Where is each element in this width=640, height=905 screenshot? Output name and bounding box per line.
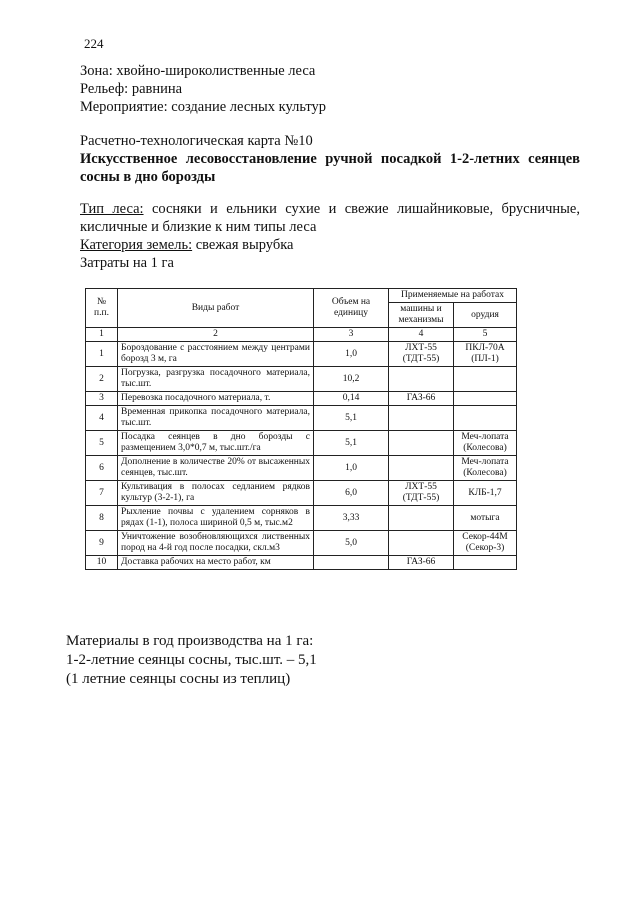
table-row bbox=[86, 342, 517, 367]
row-num: 9 bbox=[86, 531, 118, 556]
row-num: 2 bbox=[86, 367, 118, 392]
table-row bbox=[86, 456, 517, 481]
row-machines bbox=[389, 531, 454, 556]
card-title: Расчетно-технологическая карта №10 bbox=[80, 133, 313, 149]
card-heading bbox=[80, 132, 580, 186]
row-volume bbox=[314, 556, 389, 570]
forest-description bbox=[80, 200, 580, 272]
row-volume: 5,1 bbox=[314, 431, 389, 456]
row-work: Уничтожение возобновляющихся лиственных пород на 4-й год после посадки, скл.м3 bbox=[118, 531, 314, 556]
header-num: № п.п. bbox=[86, 289, 118, 328]
row-work: Доставка рабочих на место работ, км bbox=[118, 556, 314, 570]
work-table bbox=[85, 288, 517, 570]
forest-type bbox=[80, 200, 580, 236]
header-tools: орудия bbox=[454, 303, 517, 328]
row-work: Бороздование с расстоянием между центрами борозд 3 м, га bbox=[118, 342, 314, 367]
materials-block bbox=[66, 632, 546, 689]
row-work: Посадка сеянцев в дно борозды с размещением 3,0*0,7 м, тыс.шт./га bbox=[118, 431, 314, 456]
forest-type-value: сосняки и ельники сухие и свежие лишайниковые, брусничные, кисличные и близкие к ним типы леса bbox=[80, 201, 580, 235]
row-volume: 10,2 bbox=[314, 367, 389, 392]
row-tools: КЛБ-1,7 bbox=[454, 481, 517, 506]
row-tools bbox=[454, 556, 517, 570]
activity-line: Мероприятие: создание лесных культур bbox=[80, 99, 327, 115]
row-volume: 5,1 bbox=[314, 406, 389, 431]
row-num: 3 bbox=[86, 392, 118, 406]
row-volume: 5,0 bbox=[314, 531, 389, 556]
row-tools bbox=[454, 406, 517, 431]
row-volume: 6,0 bbox=[314, 481, 389, 506]
land-category-value: свежая вырубка bbox=[195, 237, 294, 253]
table-row bbox=[86, 506, 517, 531]
row-volume: 0,14 bbox=[314, 392, 389, 406]
row-machines: ГАЗ-66 bbox=[389, 556, 454, 570]
row-tools: Меч-лопата (Колесова) bbox=[454, 456, 517, 481]
table-row bbox=[86, 431, 517, 456]
row-machines: ЛХТ-55 (ТДТ-55) bbox=[389, 481, 454, 506]
page-number: 224 bbox=[84, 36, 104, 51]
table-row bbox=[86, 556, 517, 570]
row-machines bbox=[389, 506, 454, 531]
row-machines: ГАЗ-66 bbox=[389, 392, 454, 406]
header-machines: машины и механизмы bbox=[389, 303, 454, 328]
card-subtitle: Искусственное лесовосстановление ручной посадкой 1-2-летних сеянцев сосны в дно борозды bbox=[80, 151, 580, 185]
row-num: 7 bbox=[86, 481, 118, 506]
table-row bbox=[86, 406, 517, 431]
row-num: 1 bbox=[86, 342, 118, 367]
row-machines bbox=[389, 431, 454, 456]
header-volume: Объем на единицу bbox=[314, 289, 389, 328]
relief-line: Рельеф: равнина bbox=[80, 81, 183, 97]
row-work: Дополнение в количестве 20% от высаженных сеянцев, тыс.шт. bbox=[118, 456, 314, 481]
index-cell: 3 bbox=[314, 328, 389, 342]
row-work: Погрузка, разгрузка посадочного материала, тыс.шт. bbox=[118, 367, 314, 392]
header-applied: Применяемые на работах bbox=[389, 289, 517, 303]
zone-line: Зона: хвойно-широколиственные леса bbox=[80, 63, 316, 79]
costs-line: Затраты на 1 га bbox=[80, 255, 174, 271]
row-num: 4 bbox=[86, 406, 118, 431]
index-row bbox=[86, 328, 517, 342]
materials-line-1: 1-2-летние сеянцы сосны, тыс.шт. – 5,1 bbox=[66, 652, 317, 668]
row-tools bbox=[454, 367, 517, 392]
row-machines bbox=[389, 456, 454, 481]
row-work: Культивация в полосах седланием рядков культур (3-2-1), га bbox=[118, 481, 314, 506]
row-work: Перевозка посадочного материала, т. bbox=[118, 392, 314, 406]
row-machines bbox=[389, 367, 454, 392]
row-volume: 1,0 bbox=[314, 456, 389, 481]
row-work: Рыхление почвы с удалением сорняков в рядах (1-1), полоса шириной 0,5 м, тыс.м2 bbox=[118, 506, 314, 531]
row-volume: 1,0 bbox=[314, 342, 389, 367]
intro-block bbox=[80, 62, 580, 116]
land-category-label: Категория земель: bbox=[80, 237, 193, 253]
row-volume: 3,33 bbox=[314, 506, 389, 531]
row-tools: ПКЛ-70А (ПЛ-1) bbox=[454, 342, 517, 367]
row-tools: Секор-44М (Секор-3) bbox=[454, 531, 517, 556]
materials-line-2: (1 летние сеянцы сосны из теплиц) bbox=[66, 671, 291, 687]
row-num: 8 bbox=[86, 506, 118, 531]
row-work: Временная прикопка посадочного материала, тыс.шт. bbox=[118, 406, 314, 431]
index-cell: 5 bbox=[454, 328, 517, 342]
index-cell: 2 bbox=[118, 328, 314, 342]
row-tools bbox=[454, 392, 517, 406]
header-work: Виды работ bbox=[118, 289, 314, 328]
index-cell: 4 bbox=[389, 328, 454, 342]
table-row bbox=[86, 481, 517, 506]
row-machines: ЛХТ-55 (ТДТ-55) bbox=[389, 342, 454, 367]
row-machines bbox=[389, 406, 454, 431]
table-row bbox=[86, 367, 517, 392]
materials-title: Материалы в год производства на 1 га: bbox=[66, 633, 314, 649]
row-num: 10 bbox=[86, 556, 118, 570]
row-num: 6 bbox=[86, 456, 118, 481]
forest-type-label: Тип леса: bbox=[80, 201, 144, 217]
index-cell: 1 bbox=[86, 328, 118, 342]
land-category bbox=[80, 236, 580, 254]
table-row bbox=[86, 392, 517, 406]
row-num: 5 bbox=[86, 431, 118, 456]
table-row bbox=[86, 531, 517, 556]
row-tools: Меч-лопата (Колесова) bbox=[454, 431, 517, 456]
row-tools: мотыга bbox=[454, 506, 517, 531]
